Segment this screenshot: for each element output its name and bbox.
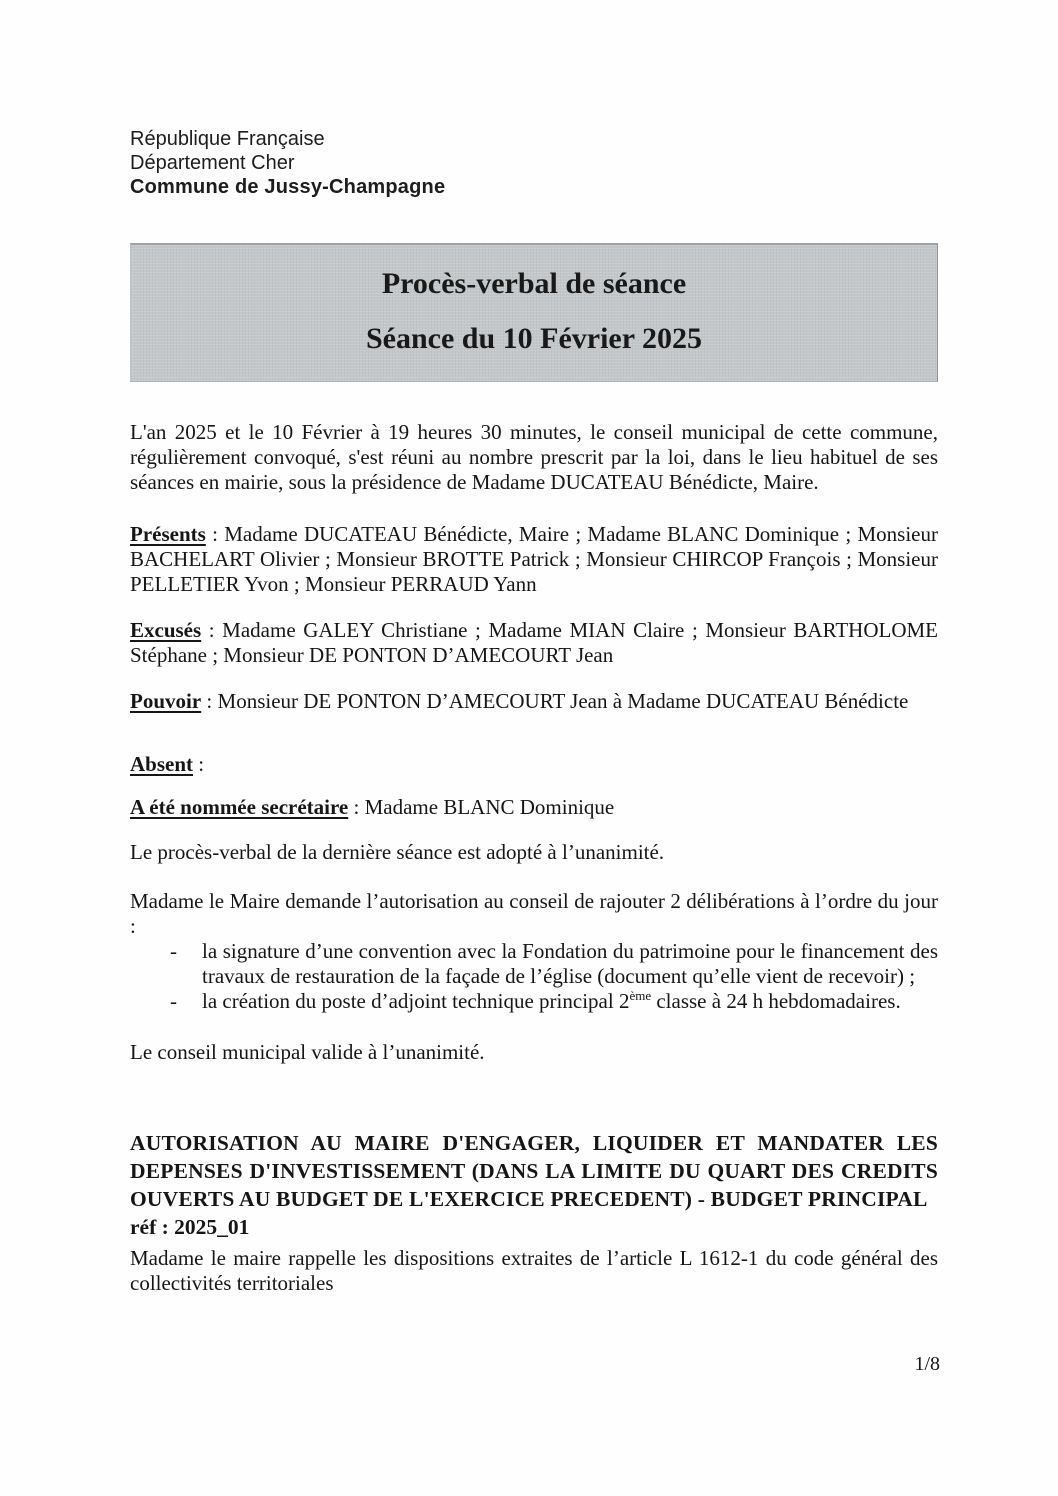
header-commune: Commune de Jussy-Champagne xyxy=(130,176,446,198)
paragraph-intro: L'an 2025 et le 10 Février à 19 heures 30 minutes, le conseil municipal de cette commune, régulièrement convoqué, s'est réuni au nombre prescrit par la loi, dans le lieu habituel de ses séances en mairie, sous la présidence de Madame DUCATEAU Bénédicte, Maire. xyxy=(130,420,938,494)
excuses-text: Madame GALEY Christiane ; Madame MIAN Claire ; Monsieur BARTHOLOME Stéphane ; Monsieur DE PONTON D’AMECOURT Jean xyxy=(130,618,938,667)
paragraph-presents xyxy=(130,522,938,597)
absent-separator: : xyxy=(193,752,205,776)
paragraph-secretaire xyxy=(130,795,938,820)
list-item-poste xyxy=(130,989,938,1014)
excuses-separator: : xyxy=(201,618,223,642)
absent-label: Absent xyxy=(130,752,194,776)
deliberations-list xyxy=(130,939,938,1014)
paragraph-demande: Madame le Maire demande l’autorisation au conseil de rajouter 2 délibérations à l’ordre du jour : xyxy=(130,889,938,938)
pouvoir-text: Monsieur DE PONTON D’AMECOURT Jean à Madame DUCATEAU Bénédicte xyxy=(217,689,909,713)
paragraph-pv-adopte: Le procès-verbal de la dernière séance est adopté à l’unanimité. xyxy=(130,840,665,864)
excuses-label: Excusés xyxy=(130,618,202,642)
banner-date: Séance du 10 Février 2025 xyxy=(365,322,703,355)
presents-label: Présents xyxy=(130,522,206,546)
secretaire-text: Madame BLANC Dominique xyxy=(364,795,615,819)
paragraph-valide: Le conseil municipal valide à l’unanimité. xyxy=(130,1040,485,1064)
presents-text: Madame DUCATEAU Bénédicte, Maire ; Madame BLANC Dominique ; Monsieur BACHELART Olivier ; Monsieur BROTTE Patrick ; Monsieur CHIRCOP François ; Monsieur PELLETIER Yvon ; Monsieur PERRAUD Yann xyxy=(130,522,938,596)
list-item-convention-text: la signature d’une convention avec la Fondation du patrimoine pour le financement des travaux de restauration de la façade de l’église (document qu’elle vient de recevoir) ; xyxy=(202,939,938,988)
list-dash: - xyxy=(170,989,177,1013)
secretaire-separator: : xyxy=(348,795,365,819)
paragraph-absent xyxy=(130,752,938,777)
list-dash: - xyxy=(170,939,177,963)
banner-title: Procès-verbal de séance xyxy=(381,267,687,300)
page-number: 1/8 xyxy=(914,1353,940,1375)
page-content xyxy=(130,0,938,1296)
list-item-poste-prefix: la création du poste d’adjoint technique principal 2 xyxy=(202,989,630,1013)
pouvoir-label: Pouvoir xyxy=(130,689,202,713)
paragraph-pouvoir xyxy=(130,689,938,714)
secretaire-label: A été nommée secrétaire xyxy=(130,795,349,819)
paragraph-rappelle: Madame le maire rappelle les dispositions extraites de l’article L 1612-1 du code général des collectivités territoriales xyxy=(130,1246,938,1295)
page-header xyxy=(130,0,938,199)
section-heading-ref: réf : 2025_01 xyxy=(130,1215,250,1239)
pouvoir-separator: : xyxy=(201,689,218,713)
session-banner xyxy=(130,243,938,382)
header-republique: République Française xyxy=(130,128,325,150)
list-item-poste-suffix: classe à 24 h hebdomadaires. xyxy=(651,989,901,1013)
list-item-convention xyxy=(130,939,938,989)
list-item-poste-ordinal: ème xyxy=(629,988,652,1003)
section-heading-title: AUTORISATION AU MAIRE D'ENGAGER, LIQUIDER ET MANDATER LES DEPENSES D'INVESTISSEMENT (DANS LA LIMITE DU QUART DES CREDITS OUVERTS AU BUDGET DE L'EXERCICE PRECEDENT) - BUDGET PRINCIPAL xyxy=(130,1131,938,1211)
header-departement: Département Cher xyxy=(130,152,295,174)
presents-separator: : xyxy=(205,522,225,546)
paragraph-excuses xyxy=(130,618,938,668)
